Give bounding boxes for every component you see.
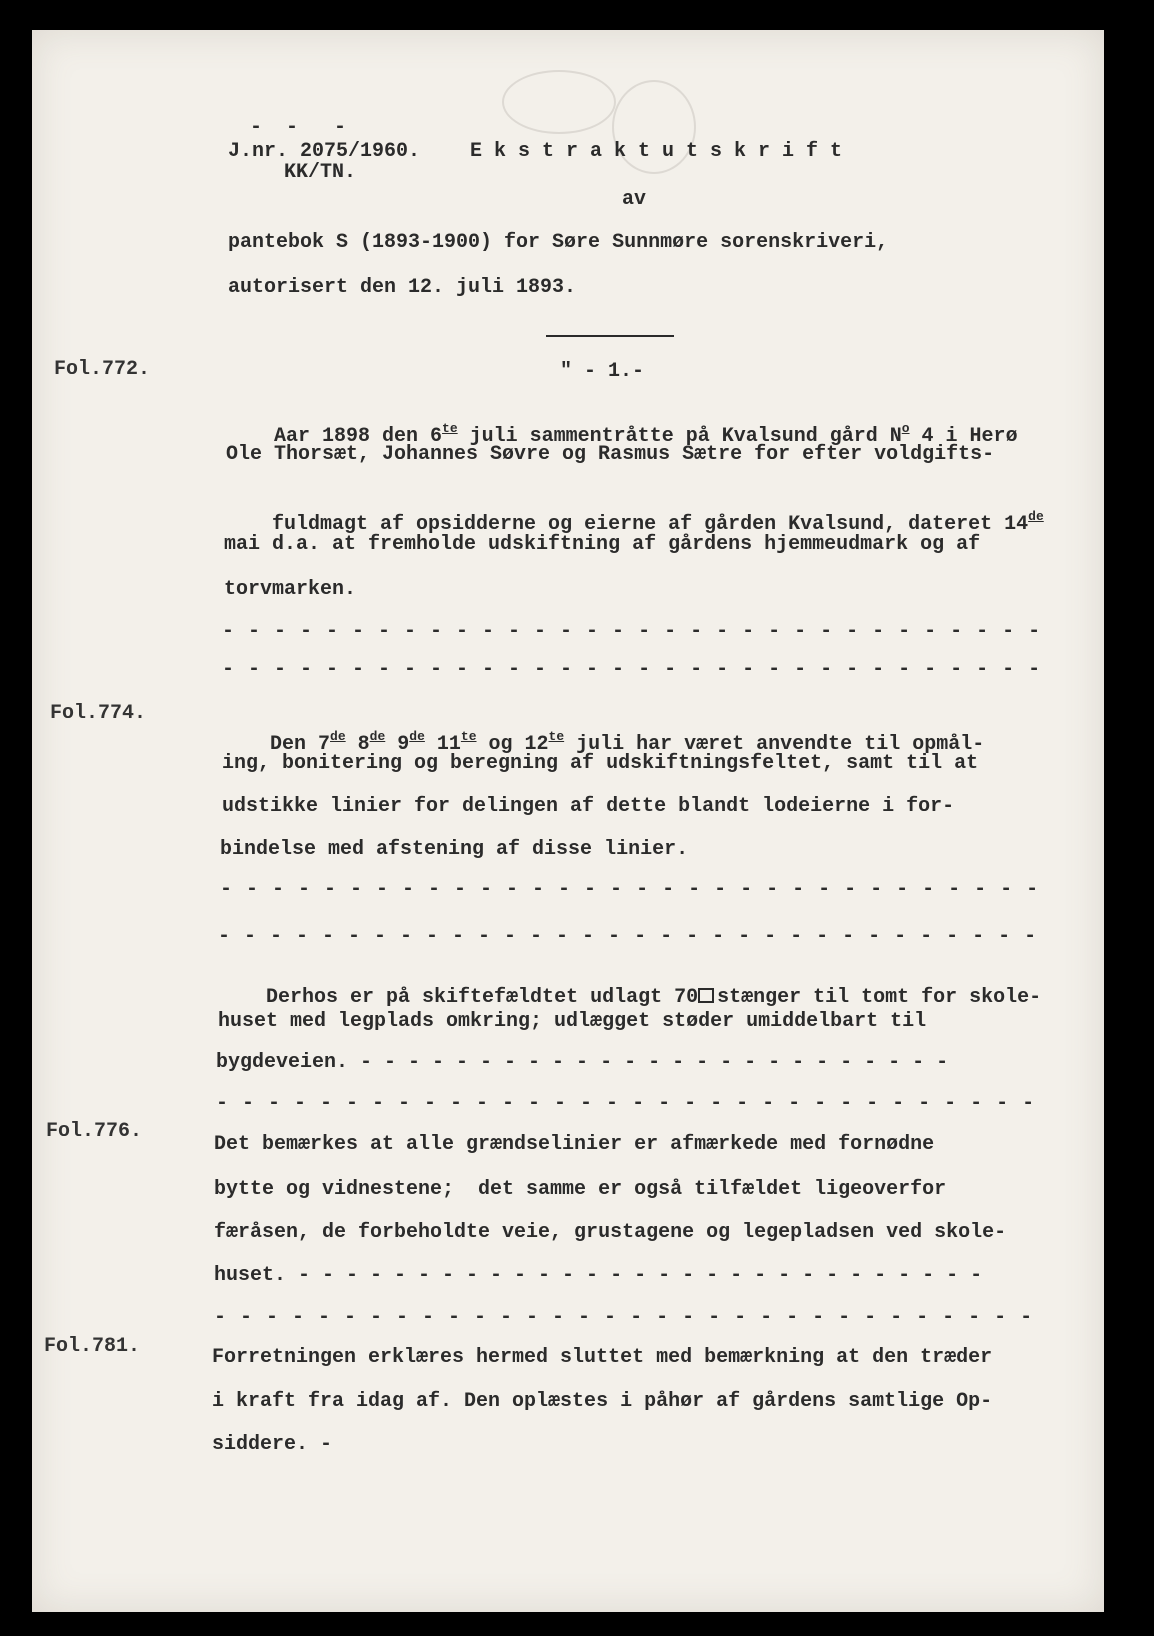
p2-text-e: og 12: [476, 733, 549, 756]
p2-text-f: juli har været anvendte til opmål-: [564, 733, 985, 756]
p1-text-c: 4 i Herø: [909, 425, 1018, 448]
p2-sup-5: te: [548, 729, 565, 744]
dash-separator-5: - - - - - - - - - - - - - - - - - - - - - - - - - - - - - - - -: [216, 1092, 1036, 1115]
p1-line-2: Ole Thorsæt, Johannes Søvre og Rasmus Sætre for efter voldgifts-: [226, 443, 995, 466]
p5-line-3: siddere. -: [212, 1433, 333, 1456]
margin-folio-781: Fol.781.: [44, 1335, 141, 1358]
p1-text-b: juli sammentråtte på Kvalsund gård N: [457, 425, 902, 448]
p1-sup-1: te: [442, 421, 458, 436]
p2-text-a: Den 7: [270, 733, 331, 756]
margin-folio-774: Fol.774.: [50, 702, 147, 725]
p3-text-b: stænger til tomt for skole-: [717, 986, 1042, 1009]
dash-separator-6: - - - - - - - - - - - - - - - - - - - - - - - - - - - - - - - -: [214, 1306, 1034, 1329]
p2-line-4: bindelse med afstening af disse linier.: [220, 838, 689, 861]
p3-line-3: bygdeveien. - - - - - - - - - - - - - - - - - - - - - - - - -: [216, 1051, 949, 1074]
section-mark: " - 1.-: [560, 360, 645, 383]
p1-line-4: mai d.a. at fremholde udskiftning af gårdens hjemmeudmark og af: [224, 533, 981, 556]
p2-text-b: 8: [345, 733, 370, 756]
p1-sup-2: o: [901, 421, 910, 436]
p4-line-1: Det bemærkes at alle grændselinier er afmærkede med fornødne: [214, 1133, 935, 1156]
dash-separator-3: - - - - - - - - - - - - - - - - - - - - - - - - - - - - - - - -: [220, 878, 1040, 901]
p1-text-a: Aar 1898 den 6: [274, 425, 443, 448]
p1-line3-text: fuldmagt af opsidderne og eierne af gården Kvalsund, dateret 14: [272, 513, 1029, 536]
p4-line-3: færåsen, de forbeholdte veie, grustagene og legepladsen ved skole-: [214, 1221, 1007, 1244]
document-title: E k s t r a k t u t s k r i f t: [470, 140, 843, 163]
margin-folio-772: Fol.772.: [54, 358, 151, 381]
p2-sup-2: de: [369, 729, 386, 744]
faint-stamp: [502, 70, 616, 134]
p2-text-c: 9: [385, 733, 410, 756]
title-rule: [546, 335, 674, 337]
margin-folio-776: Fol.776.: [46, 1120, 143, 1143]
p2-sup-4: te: [460, 729, 477, 744]
p2-line-2: ing, bonitering og beregning af udskiftningsfeltet, samt til at: [222, 752, 979, 775]
p2-text-d: 11: [424, 733, 461, 756]
p5-line-1: Forretningen erklæres hermed sluttet med bemærkning at den træder: [212, 1346, 993, 1369]
p4-line-2: bytte og vidnestene; det samme er også tilfældet ligeoverfor: [214, 1178, 947, 1201]
p5-line-2: i kraft fra idag af. Den oplæstes i påhør af gårdens samtlige Op-: [212, 1390, 993, 1413]
dash-separator-4: - - - - - - - - - - - - - - - - - - - - - - - - - - - - - - - -: [218, 925, 1038, 948]
p2-line-3: udstikke linier for delingen af dette blandt lodeierne i for-: [222, 795, 955, 818]
intro-line-1: pantebok S (1893-1900) for Søre Sunnmøre sorenskriveri,: [228, 231, 889, 254]
p1-line3-sup: de: [1028, 509, 1044, 524]
document-page: [32, 30, 1104, 1612]
initials: KK/TN.: [284, 161, 357, 184]
p3-line-2: huset med legplads omkring; udlægget støder umiddelbart til: [218, 1010, 927, 1033]
p4-line-4: huset. - - - - - - - - - - - - - - - - - - - - - - - - - - - - -: [214, 1264, 983, 1287]
dash-separator-1: - - - - - - - - - - - - - - - - - - - - - - - - - - - - - - - -: [222, 620, 1042, 643]
title-av: av: [622, 188, 647, 211]
intro-line-2: autorisert den 12. juli 1893.: [228, 276, 577, 299]
header-dashes: - - -: [250, 116, 347, 139]
p1-line-5: torvmarken.: [224, 578, 357, 601]
p2-sup-1: de: [330, 729, 346, 744]
square-measure-icon: [698, 988, 714, 1003]
p2-sup-3: de: [409, 729, 425, 744]
journal-number: J.nr. 2075/1960.: [228, 140, 421, 163]
dash-separator-2: - - - - - - - - - - - - - - - - - - - - - - - - - - - - - - - -: [222, 658, 1042, 681]
p3-text-a: Derhos er på skiftefældtet udlagt 70: [266, 986, 699, 1009]
